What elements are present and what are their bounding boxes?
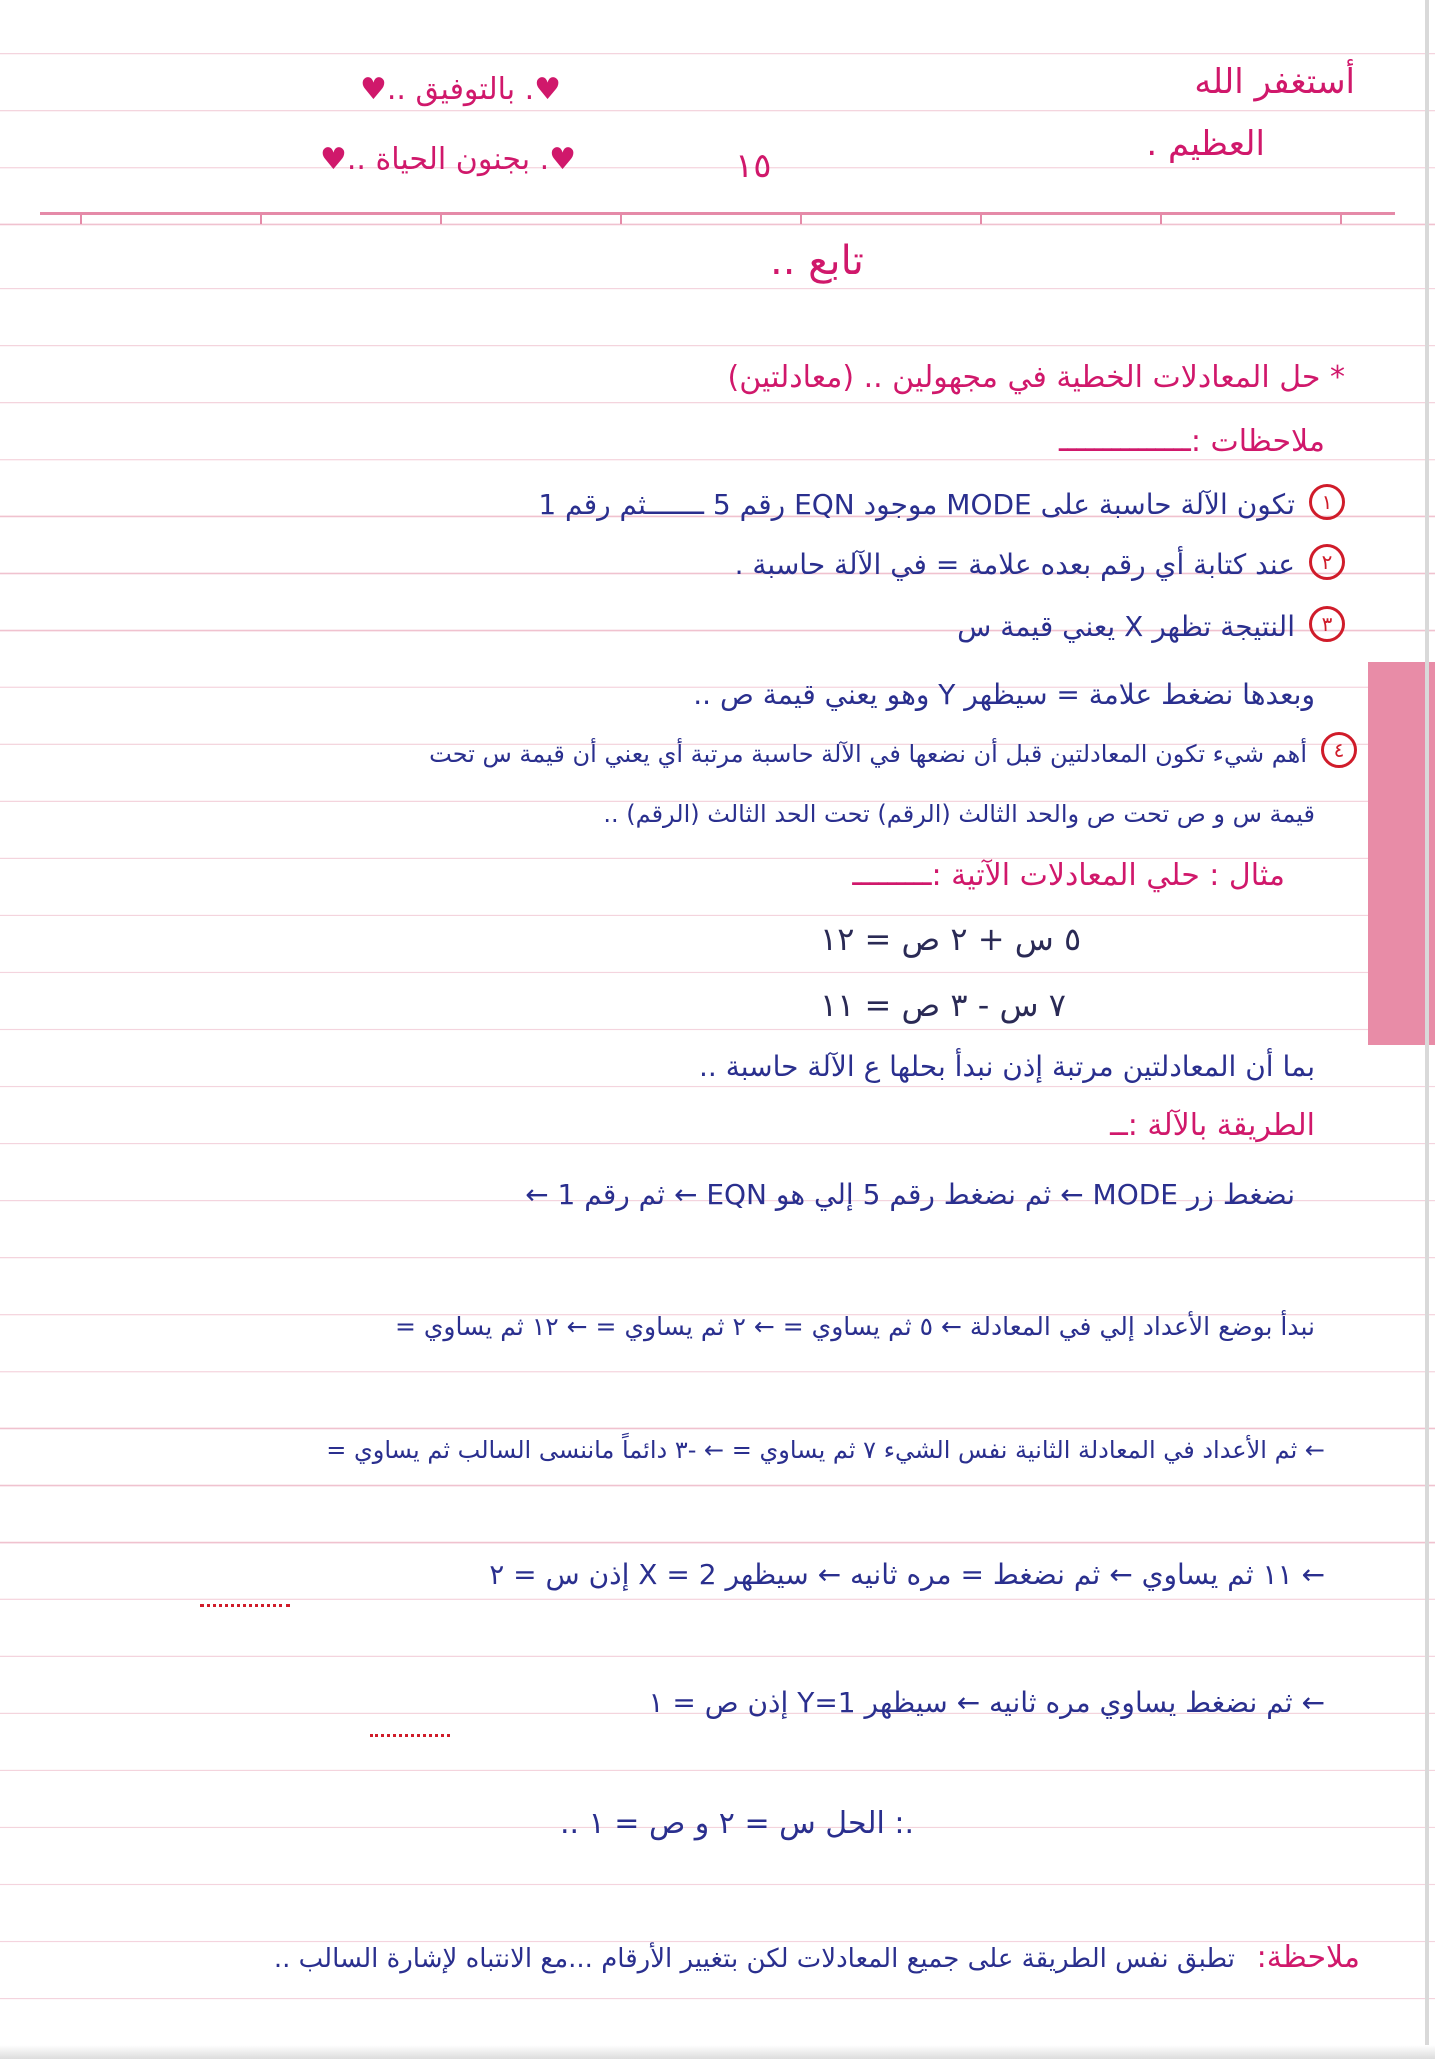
ruler-tick (980, 212, 982, 224)
step-5: ← ثم نضغط يساوي مره ثانيه ← سيظهر Y=1 إذن ص = ١ (648, 1686, 1325, 1719)
note-number-badge: ٢ (1309, 544, 1345, 580)
ruler-tick (1340, 212, 1342, 224)
ruler-tick (1160, 212, 1162, 224)
page-edge (1425, 0, 1429, 2059)
page-number: ١٥ (735, 146, 772, 186)
ruler-tick (620, 212, 622, 224)
step-2: نبدأ بوضع الأعداد إلي في المعادلة ← ٥ ثم يساوي = ← ٢ ثم يساوي = ← ١٢ ثم يساوي = (394, 1312, 1315, 1341)
note-number-badge: ١ (1309, 484, 1345, 520)
page-bottom-edge (0, 2045, 1435, 2059)
note-2: عند كتابة أي رقم بعده علامة = في الآلة حاسبة . (734, 548, 1295, 581)
step-3: ← ثم الأعداد في المعادلة الثانية نفس الشيء ٧ ثم يساوي = ← -٣ دائماً ماننسى السالب ثم يساوي = (326, 1436, 1325, 1464)
ruler-tick (440, 212, 442, 224)
step-4: ← ١١ ثم يساوي ← ثم نضغط = مره ثانيه ← سيظهر X = 2 إذن س = ٢ (489, 1558, 1325, 1591)
note-3: النتيجة تظهر X يعني قيمة س (957, 610, 1295, 643)
topic-heading: * حل المعادلات الخطية في مجهولين .. (معادلتين) (727, 360, 1345, 395)
equation-2: ٧ س - ٣ ص = ١١ (820, 986, 1066, 1024)
header-life-madness: ♥. بجنون الحياة ..♥ (320, 142, 577, 177)
example-heading: مثال : حلي المعادلات الآتية :ـــــــــ (852, 858, 1285, 893)
step-1: نضغط زر MODE ← ثم نضغط رقم 5 إلي هو EQN ← ثم رقم 1 ← (525, 1178, 1295, 1211)
note-number-badge: ٤ (1321, 732, 1357, 768)
final-note: تطبق نفس الطريقة على جميع المعادلات لكن بتغيير الأرقام ...مع الانتباه لإشارة السالب .. (273, 1944, 1235, 1974)
top-margin-line (40, 212, 1395, 215)
example-note: بما أن المعادلتين مرتبة إذن نبدأ بحلها ع الآلة حاسبة .. (699, 1050, 1315, 1083)
ruler-tick (260, 212, 262, 224)
answer-underline (200, 1598, 290, 1607)
solution-line: .: الحل س = ٢ و ص = ١ .. (560, 1806, 915, 1841)
header-istighfar-line1: أستغفر الله (1194, 62, 1355, 102)
header-istighfar-line2: العظيم . (1146, 124, 1265, 164)
ruler-tick (800, 212, 802, 224)
note-number-badge: ٣ (1309, 606, 1345, 642)
ruler-tick (80, 212, 82, 224)
note-1: تكون الآلة حاسبة على MODE موجود EQN رقم 5 ـــــــثم رقم 1 (538, 488, 1295, 521)
note-3-continued: وبعدها نضغط علامة = سيظهر Y وهو يعني قيمة ص .. (693, 678, 1315, 711)
note-4: أهم شيء تكون المعادلتين قبل أن نضعها في الآلة حاسبة مرتبة أي يعني أن قيمة س تحت (429, 740, 1307, 768)
note-4-continued: قيمة س و ص تحت ص والحد الثالث (الرقم) تحت الحد الثالث (الرقم) .. (603, 800, 1315, 828)
notes-heading: ملاحظات :ـــــــــــــــ (1059, 424, 1325, 459)
equation-1: ٥ س + ٢ ص = ١٢ (820, 920, 1082, 958)
page-title: تابع .. (770, 238, 864, 284)
final-note-label: ملاحظة: (1256, 1940, 1360, 1975)
answer-underline (370, 1728, 450, 1737)
method-heading: الطريقة بالآلة :ــ (1110, 1108, 1315, 1143)
header-good-luck: ♥. بالتوفيق ..♥ (360, 72, 562, 107)
